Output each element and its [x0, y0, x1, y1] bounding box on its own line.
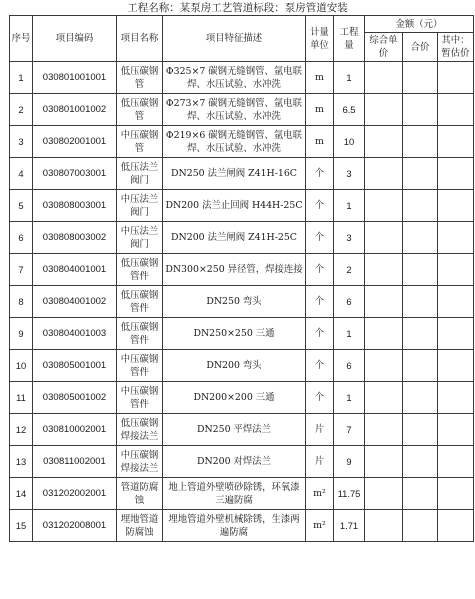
item-code: 030805001001	[33, 350, 117, 382]
row-index: 15	[10, 510, 33, 542]
item-name: 中压碳钢管件	[117, 382, 163, 414]
total-price-cell	[403, 158, 438, 190]
page-title: 工程名称：某泵房工艺管道标段：泵房管道安装	[127, 2, 348, 14]
unit-price-cell	[365, 446, 403, 478]
item-name: 低压碳钢管	[117, 94, 163, 126]
header-row-1	[10, 16, 474, 33]
table-row	[10, 126, 474, 158]
table-row	[10, 350, 474, 382]
unit-price-cell	[365, 158, 403, 190]
estimate-cell	[438, 478, 474, 510]
header-unit: 计量单位	[306, 16, 334, 62]
item-description: DN200 弯头	[163, 350, 306, 382]
measure-unit: 个	[306, 286, 334, 318]
measure-unit: 个	[306, 382, 334, 414]
estimate-cell	[438, 158, 474, 190]
row-index: 4	[10, 158, 33, 190]
item-description: DN200 法兰止回阀 H44H-25C	[163, 190, 306, 222]
measure-unit: 个	[306, 318, 334, 350]
estimate-cell	[438, 414, 474, 446]
estimate-cell	[438, 254, 474, 286]
item-code: 030808003002	[33, 222, 117, 254]
total-price-cell	[403, 62, 438, 94]
item-code: 030808003001	[33, 190, 117, 222]
unit-price-cell	[365, 510, 403, 542]
table-row	[10, 478, 474, 510]
header-qty: 工程量	[334, 16, 365, 62]
item-description: DN200 对焊法兰	[163, 446, 306, 478]
item-code: 031202008001	[33, 510, 117, 542]
table-row	[10, 446, 474, 478]
item-name: 低压法兰阀门	[117, 158, 163, 190]
row-index: 13	[10, 446, 33, 478]
table-row	[10, 254, 474, 286]
measure-unit: 个	[306, 350, 334, 382]
estimate-cell	[438, 446, 474, 478]
bill-of-quantities-table	[9, 15, 474, 542]
quantity: 1	[334, 318, 365, 350]
quantity: 6	[334, 286, 365, 318]
unit-price-cell	[365, 478, 403, 510]
unit-price-cell	[365, 350, 403, 382]
table-row	[10, 62, 474, 94]
item-description: DN250 平焊法兰	[163, 414, 306, 446]
total-price-cell	[403, 126, 438, 158]
item-description: DN200×200 三通	[163, 382, 306, 414]
item-code: 030804001001	[33, 254, 117, 286]
table-row	[10, 510, 474, 542]
item-description: Φ219×6 碳钢无缝钢管、氩电联焊、水压试验、水冲洗	[163, 126, 306, 158]
row-index: 1	[10, 62, 33, 94]
item-name: 中压碳钢管	[117, 126, 163, 158]
unit-price-cell	[365, 222, 403, 254]
measure-unit: m	[306, 126, 334, 158]
total-price-cell	[403, 190, 438, 222]
item-name: 低压碳钢管件	[117, 254, 163, 286]
estimate-cell	[438, 318, 474, 350]
quantity: 1	[334, 190, 365, 222]
unit-price-cell	[365, 62, 403, 94]
row-index: 8	[10, 286, 33, 318]
total-price-cell	[403, 222, 438, 254]
estimate-cell	[438, 286, 474, 318]
item-name: 中压法兰阀门	[117, 190, 163, 222]
item-description: DN250×250 三通	[163, 318, 306, 350]
measure-unit: 个	[306, 190, 334, 222]
header-unit-price: 综合单价	[365, 33, 403, 62]
item-code: 030810002001	[33, 414, 117, 446]
quantity: 1.71	[334, 510, 365, 542]
total-price-cell	[403, 350, 438, 382]
unit-price-cell	[365, 254, 403, 286]
unit-price-cell	[365, 94, 403, 126]
estimate-cell	[438, 190, 474, 222]
table-row	[10, 190, 474, 222]
quantity: 10	[334, 126, 365, 158]
table-row	[10, 382, 474, 414]
item-code: 030807003001	[33, 158, 117, 190]
item-name: 中压碳钢焊接法兰	[117, 446, 163, 478]
quantity: 1	[334, 382, 365, 414]
total-price-cell	[403, 414, 438, 446]
total-price-cell	[403, 510, 438, 542]
quantity: 7	[334, 414, 365, 446]
item-name: 埋地管道防腐蚀	[117, 510, 163, 542]
item-name: 管道防腐蚀	[117, 478, 163, 510]
unit-price-cell	[365, 190, 403, 222]
row-index: 2	[10, 94, 33, 126]
unit-price-cell	[365, 382, 403, 414]
quantity: 3	[334, 222, 365, 254]
quantity: 6.5	[334, 94, 365, 126]
quantity: 3	[334, 158, 365, 190]
item-code: 030804001003	[33, 318, 117, 350]
header-desc: 项目特征描述	[163, 16, 306, 62]
item-description: DN250 弯头	[163, 286, 306, 318]
table-body	[10, 62, 474, 542]
row-index: 14	[10, 478, 33, 510]
unit-price-cell	[365, 126, 403, 158]
table-row	[10, 318, 474, 350]
header-amount: 金额（元）	[365, 16, 474, 33]
item-code: 031202002001	[33, 478, 117, 510]
item-name: 中压碳钢管件	[117, 350, 163, 382]
header-code: 项目编码	[33, 16, 117, 62]
quantity: 1	[334, 62, 365, 94]
unit-price-cell	[365, 318, 403, 350]
item-description: DN200 法兰闸阀 Z41H-25C	[163, 222, 306, 254]
table-row	[10, 94, 474, 126]
header-total: 合价	[403, 33, 438, 62]
estimate-cell	[438, 382, 474, 414]
table-row	[10, 414, 474, 446]
table-row	[10, 286, 474, 318]
quantity: 11.75	[334, 478, 365, 510]
item-description: 埋地管道外壁机械除锈，生漆两遍防腐	[163, 510, 306, 542]
item-code: 030802001001	[33, 126, 117, 158]
estimate-cell	[438, 62, 474, 94]
measure-unit: 片	[306, 414, 334, 446]
measure-unit: 个	[306, 254, 334, 286]
total-price-cell	[403, 286, 438, 318]
row-index: 11	[10, 382, 33, 414]
item-description: DN300×250 异径管，焊接连接	[163, 254, 306, 286]
measure-unit: 片	[306, 446, 334, 478]
unit-price-cell	[365, 414, 403, 446]
measure-unit: 个	[306, 222, 334, 254]
header-index: 序号	[10, 16, 33, 62]
item-description: 地上管道外壁喷砂除锈，环氧漆三遍防腐	[163, 478, 306, 510]
total-price-cell	[403, 254, 438, 286]
measure-unit: m	[306, 94, 334, 126]
item-code: 030805001002	[33, 382, 117, 414]
row-index: 10	[10, 350, 33, 382]
total-price-cell	[403, 318, 438, 350]
item-code: 030811002001	[33, 446, 117, 478]
item-name: 低压碳钢焊接法兰	[117, 414, 163, 446]
quantity: 2	[334, 254, 365, 286]
row-index: 9	[10, 318, 33, 350]
row-index: 12	[10, 414, 33, 446]
table-row	[10, 222, 474, 254]
measure-unit: 个	[306, 158, 334, 190]
header-estimate: 其中：暂估价	[438, 33, 474, 62]
row-index: 5	[10, 190, 33, 222]
estimate-cell	[438, 94, 474, 126]
estimate-cell	[438, 350, 474, 382]
measure-unit: m²	[306, 510, 334, 542]
total-price-cell	[403, 94, 438, 126]
row-index: 6	[10, 222, 33, 254]
total-price-cell	[403, 478, 438, 510]
item-description: Φ273×7 碳钢无缝钢管、氩电联焊、水压试验、水冲洗	[163, 94, 306, 126]
item-name: 低压碳钢管件	[117, 286, 163, 318]
item-code: 030804001002	[33, 286, 117, 318]
total-price-cell	[403, 446, 438, 478]
estimate-cell	[438, 126, 474, 158]
header-name: 项目名称	[117, 16, 163, 62]
estimate-cell	[438, 222, 474, 254]
quantity: 9	[334, 446, 365, 478]
row-index: 7	[10, 254, 33, 286]
quantity: 6	[334, 350, 365, 382]
estimate-cell	[438, 510, 474, 542]
item-name: 低压碳钢管件	[117, 318, 163, 350]
unit-price-cell	[365, 286, 403, 318]
item-code: 030801001002	[33, 94, 117, 126]
item-description: Φ325×7 碳钢无缝钢管、氩电联焊、水压试验、水冲洗	[163, 62, 306, 94]
total-price-cell	[403, 382, 438, 414]
row-index: 3	[10, 126, 33, 158]
item-name: 低压碳钢管	[117, 62, 163, 94]
item-name: 中压法兰阀门	[117, 222, 163, 254]
item-code: 030801001001	[33, 62, 117, 94]
measure-unit: m	[306, 62, 334, 94]
table-row	[10, 158, 474, 190]
measure-unit: m²	[306, 478, 334, 510]
item-description: DN250 法兰闸阀 Z41H-16C	[163, 158, 306, 190]
